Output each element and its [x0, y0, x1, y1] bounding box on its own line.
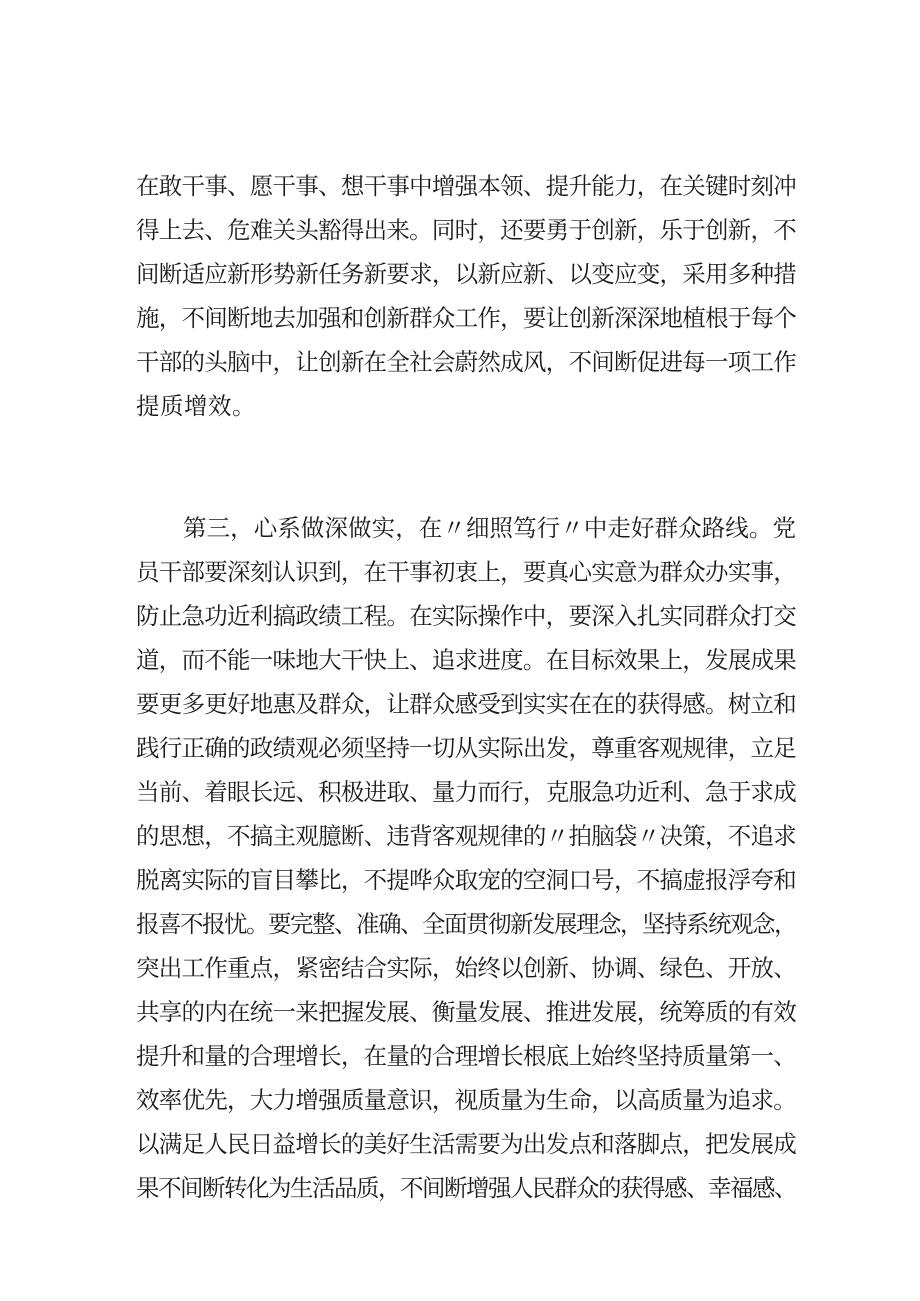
paragraph-1	[136, 164, 796, 428]
text-line: 脱离实际的盲目攀比，不提哗众取宠的空洞口号，不搞虚报浮夸和	[136, 866, 796, 894]
text-line: 报喜不报忧。要完整、准确、全面贯彻新发展理念，坚持系统观念，	[136, 910, 796, 938]
text-line: 共享的内在统一来把握发展、衡量发展、推进发展，统筹质的有效	[136, 998, 796, 1026]
text-line: 干部的头脑中，让创新在全社会蔚然成风，不间断促进每一项工作	[136, 348, 796, 376]
text-line: 果不间断转化为生活品质，不间断增强人民群众的获得感、幸福感、	[136, 1174, 796, 1202]
text-line: 员干部要深刻认识到，在干事初衷上，要真心实意为群众办实事，	[136, 558, 796, 586]
text-line: 施，不间断地去加强和创新群众工作，要让创新深深地植根于每个	[136, 304, 796, 332]
text-line: 当前、着眼长远、积极进取、量力而行，克服急功近利、急于求成	[136, 778, 796, 806]
text-line: 的思想，不搞主观臆断、违背客观规律的〃拍脑袋〃决策，不追求	[136, 822, 796, 850]
text-line: 提升和量的合理增长，在量的合理增长根底上始终坚持质量第一、	[136, 1042, 796, 1070]
text-line: 突出工作重点，紧密结合实际，始终以创新、协调、绿色、开放、	[136, 954, 796, 982]
text-line: 践行正确的政绩观必须坚持一切从实际出发，尊重客观规律，立足	[136, 734, 796, 762]
text-line: 道，而不能一味地大干快上、追求进度。在目标效果上，发展成果	[136, 646, 796, 674]
paragraph-2	[136, 506, 796, 1210]
text-line: 效率优先，大力增强质量意识，视质量为生命，以高质量为追求。	[136, 1086, 796, 1114]
text-line: 防止急功近利搞政绩工程。在实际操作中，要深入扎实同群众打交	[136, 602, 796, 630]
text-line: 提质增效。	[136, 392, 256, 420]
text-line: 第三，心系做深做实，在〃细照笃行〃中走好群众路线。党	[183, 514, 796, 542]
text-line: 要更多更好地惠及群众，让群众感受到实实在在的获得感。树立和	[136, 690, 796, 718]
text-line: 间断适应新形势新任务新要求，以新应新、以变应变，采用多种措	[136, 260, 796, 288]
text-line: 以满足人民日益增长的美好生活需要为出发点和落脚点，把发展成	[136, 1130, 796, 1158]
text-line: 在敢干事、愿干事、想干事中增强本领、提升能力，在关键时刻冲	[136, 172, 796, 200]
text-line: 得上去、危难关头豁得出来。同时，还要勇于创新，乐于创新，不	[136, 216, 796, 244]
